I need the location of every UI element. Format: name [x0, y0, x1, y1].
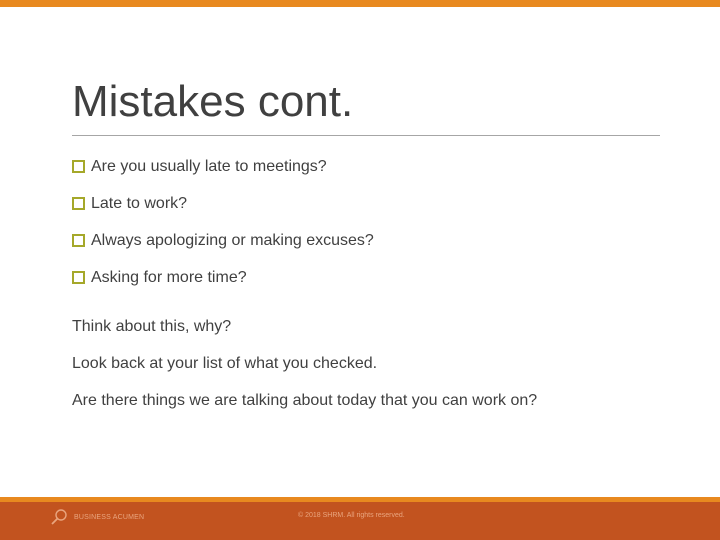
body-line: Look back at your list of what you checked.	[72, 355, 378, 372]
list-item	[72, 148, 374, 185]
footer-accent-stripe	[0, 497, 720, 502]
footer-branding	[50, 508, 144, 526]
checkbox-icon	[72, 234, 85, 247]
bullet-list	[72, 148, 374, 296]
body-text	[72, 308, 537, 419]
bullet-text: Are you usually late to meetings?	[91, 157, 327, 175]
slide-title: Mistakes cont.	[72, 77, 354, 126]
checkbox-icon	[72, 160, 85, 173]
magnifier-icon	[50, 508, 68, 526]
bullet-text: Late to work?	[91, 194, 188, 212]
title-divider	[72, 135, 660, 136]
checkbox-icon	[72, 271, 85, 284]
footer-left-text: BUSINESS ACUMEN	[74, 513, 145, 521]
body-line: Are there things we are talking about today that you can work on?	[72, 392, 538, 409]
list-item	[72, 222, 374, 259]
list-item	[72, 259, 374, 296]
checkbox-icon	[72, 197, 85, 210]
copyright-text: © 2018 SHRM. All rights reserved.	[298, 512, 405, 519]
bullet-text: Asking for more time?	[91, 268, 247, 286]
body-line: Think about this, why?	[72, 318, 232, 335]
list-item	[72, 185, 374, 222]
top-accent-bar	[0, 0, 720, 7]
bullet-text: Always apologizing or making excuses?	[91, 231, 374, 249]
